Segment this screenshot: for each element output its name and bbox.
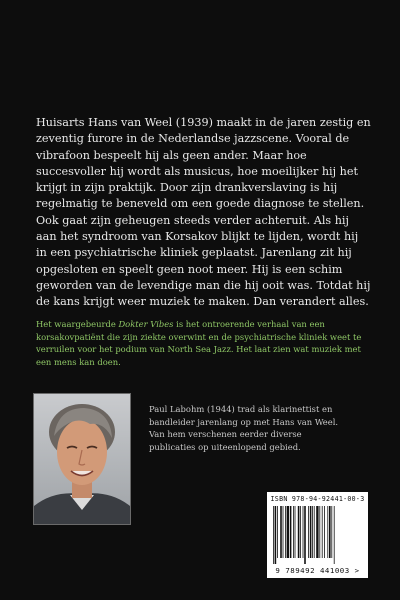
teaser-paragraph <box>36 318 371 368</box>
author-portrait-illustration <box>34 394 130 524</box>
book-title-italic: Dokter Vibes <box>118 319 174 329</box>
teaser-rest: is het ontroerende verhaal van een korsakovpatiënt die zijn ziekte overwint en de psychiatrische kliniek weet te verruilen voor het podium van North Sea Jazz. Het laat zien wat muziek met een mens kan doen. <box>36 319 362 367</box>
author-photo <box>33 393 131 525</box>
back-cover-blurb: Huisarts Hans van Weel (1939) maakt in de jaren zestig en zeventig furore in de Nederlandse jazzscene. Vooral de vibrafoon bespeelt hij als geen ander. Maar hoe succesvoller hij wordt als musicus, hoe moeilijker hij het krijgt in zijn praktijk. Door zijn drankverslaving is hij regelmatig te beneveld om een goede diagnose te stellen. Ook gaat zijn geheugen steeds verder achteruit. Als hij aan het syndroom van Korsakov blijkt te lijden, wordt hij in een psychiatrische kliniek geplaatst. Jarenlang zit hij opgesloten en speelt geen noot meer. Hij is een schim geworden van de levendige man die hij ooit was. Totdat hij de kans krijgt weer muziek te maken. Dan verandert alles. <box>36 116 371 309</box>
barcode-area <box>267 492 368 578</box>
barcode-icon <box>273 506 362 564</box>
author-bio: Paul Labohm (1944) trad als klarinettist en bandleider jarenlang op met Hans van Weel. Van hem verschenen eerder diverse publicaties op uiteenlopend gebied. <box>149 404 339 452</box>
isbn-label: ISBN 978-94-92441-00-3 <box>270 495 365 503</box>
teaser-prefix: Het waargebeurde <box>36 319 119 329</box>
barcode-digits: 9 789492 441003 > <box>275 566 360 575</box>
